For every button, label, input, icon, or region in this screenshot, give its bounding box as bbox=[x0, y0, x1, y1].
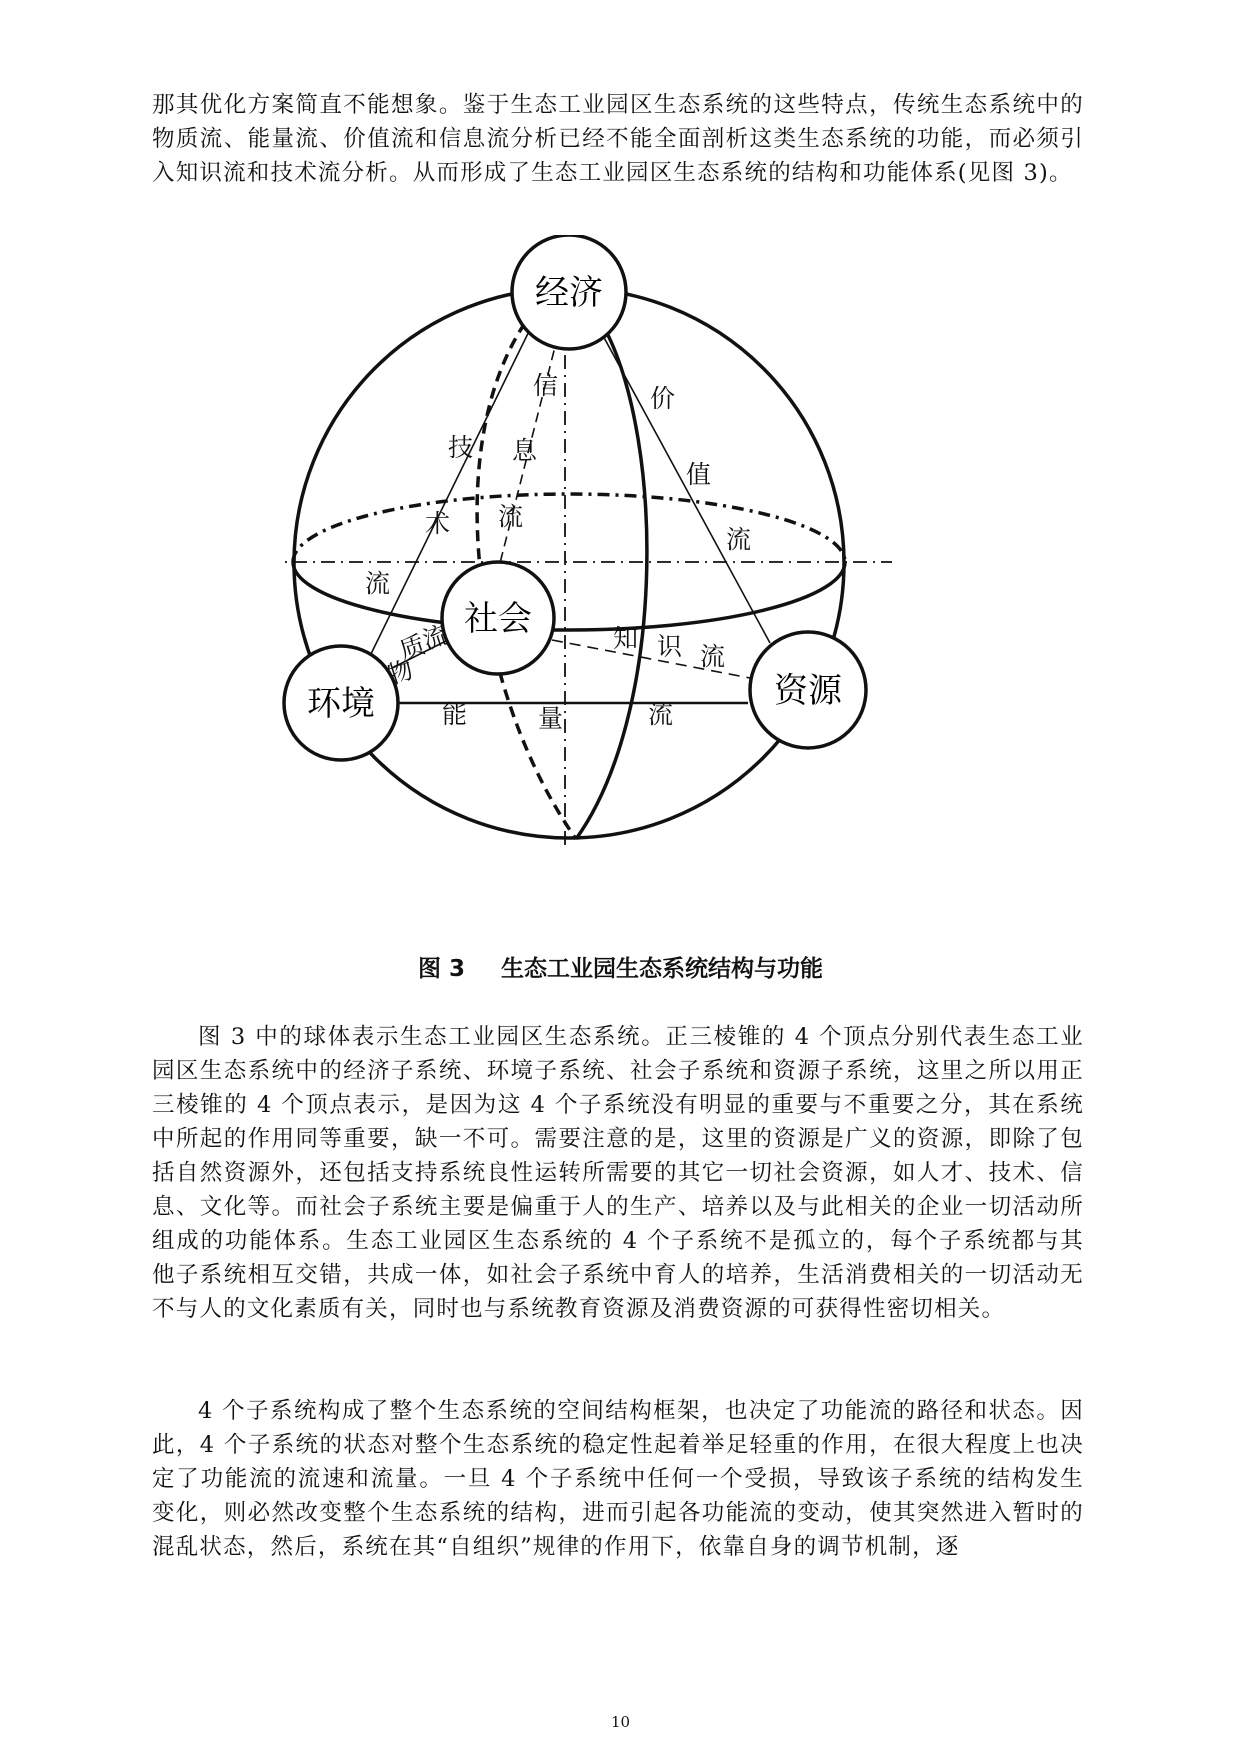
material-flow-char-1: 物 bbox=[383, 654, 417, 691]
body-paragraph-3: 4 个子系统构成了整个生态系统的空间结构框架，也决定了功能流的路径和状态。因此，4 个子系统的状态对整个生态系统的稳定性起着举足轻重的作用，在很大程度上也决定了功能流的流速和流量。一旦 4 个子系统中任何一个受损，导致该子系统的结构发生变化，则必然改变整个生态系统的结构，进而引起各功能流的变动，使其突然进入暂时的混乱状态，然后，系统在其“自组织”规律的作用下，依靠自身的调节机制，逐 bbox=[152, 1398, 1084, 1560]
tech-flow-char-2: 术 bbox=[425, 509, 451, 538]
energy-flow-char-3: 流 bbox=[648, 700, 674, 729]
info-flow-char-1: 信 bbox=[533, 371, 559, 400]
sphere-diagram-svg bbox=[280, 235, 980, 945]
value-flow-char-2: 值 bbox=[686, 460, 712, 489]
value-flow-char-1: 价 bbox=[650, 384, 676, 413]
meridian-front bbox=[576, 329, 647, 839]
structure-diagram bbox=[280, 235, 980, 945]
outer-sphere bbox=[294, 288, 844, 838]
material-flow-char-2: 质 bbox=[395, 629, 429, 666]
energy-flow-char-1: 能 bbox=[442, 700, 468, 729]
knowledge-flow-char-1: 知 bbox=[613, 624, 639, 653]
body-paragraph-2: 图 3 中的球体表示生态工业园区生态系统。正三棱锥的 4 个顶点分别代表生态工业园区生态系统中的经济子系统、环境子系统、社会子系统和资源子系统，这里之所以用正三棱锥的 4 个顶点表示，是因为这 4 个子系统没有明显的重要与不重要之分，其在系统中所起的作用同等重要，缺一不可。需要注意的是，这里的资源是广义的资源，即除了包括自然资源外，还包括支持系统良性运转所需要的其它一切社会资源，如人才、技术、信息、文化等。而社会子系统主要是偏重于人的生产、培养以及与此相关的企业一切活动所组成的功能体系。生态工业园区生态系统的 4 个子系统不是孤立的，每个子系统都与其他子系统相互交错，共成一体，如社会子系统中育人的培养，生活消费相关的一切活动无不与人的文化素质有关，同时也与系统教育资源及消费资源的可获得性密切相关。 bbox=[152, 1024, 1084, 1322]
tech-flow-char-1: 技 bbox=[448, 433, 474, 462]
tech-flow-char-3: 流 bbox=[365, 569, 391, 598]
knowledge-flow-char-3: 流 bbox=[700, 642, 726, 671]
knowledge-flow-char-2: 识 bbox=[657, 632, 683, 661]
node-economy-label: 经济 bbox=[535, 273, 603, 313]
intro-paragraph: 那其优化方案简直不能想象。鉴于生态工业园区生态系统的这些特点，传统生态系统中的物质流、能量流、价值流和信息流分析已经不能全面剖析这类生态系统的功能，而必须引入知识流和技术流分析。从而形成了生态工业园区生态系统的结构和功能体系(见图 3)。 bbox=[152, 92, 1084, 186]
node-economy bbox=[512, 235, 626, 349]
node-society-label: 社会 bbox=[464, 599, 532, 639]
node-environment bbox=[284, 646, 398, 760]
equator-back bbox=[293, 494, 845, 562]
figure-caption bbox=[0, 950, 1241, 983]
page-number: 10 bbox=[610, 1713, 631, 1731]
edge-economy-resources bbox=[595, 321, 770, 643]
node-society bbox=[442, 562, 554, 674]
value-flow-char-3: 流 bbox=[726, 525, 752, 554]
material-flow-char-3: 流 bbox=[418, 619, 452, 656]
info-flow-char-2: 息 bbox=[512, 436, 538, 465]
node-resources-label: 资源 bbox=[774, 671, 842, 711]
figure-caption-title: 生态工业园生态系统结构与功能 bbox=[501, 956, 823, 982]
node-environment-label: 环境 bbox=[307, 684, 375, 724]
info-flow-char-3: 流 bbox=[498, 502, 524, 531]
energy-flow-char-2: 量 bbox=[538, 704, 564, 733]
node-resources bbox=[750, 632, 866, 748]
figure-caption-number: 图 3 bbox=[417, 956, 465, 982]
